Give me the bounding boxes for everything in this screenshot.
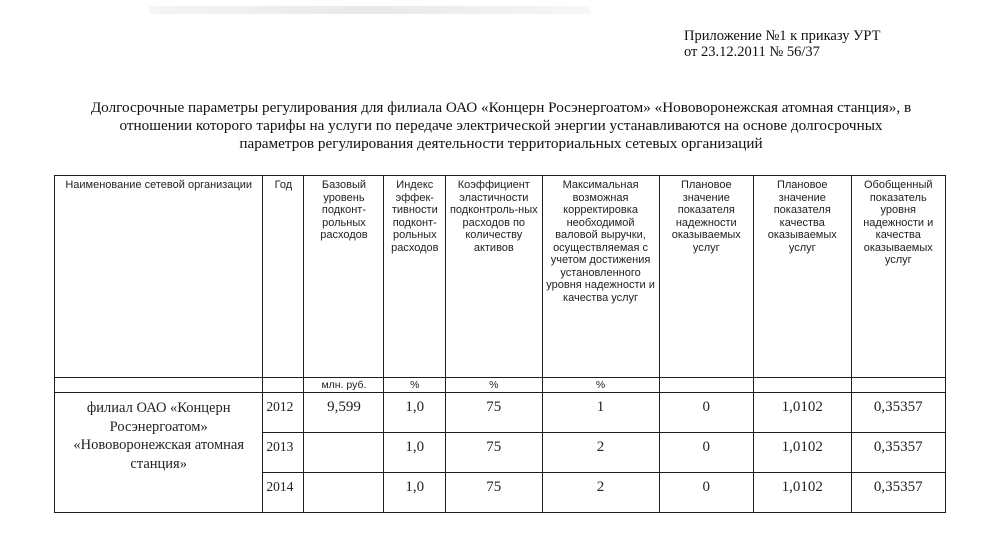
reliability-cell: 0 [659, 433, 753, 473]
quality-cell: 1,0102 [754, 473, 852, 513]
unit-cell: млн. руб. [304, 378, 384, 393]
year-cell: 2014 [263, 473, 304, 513]
correction-cell: 1 [542, 393, 659, 433]
reliability-cell: 0 [659, 473, 753, 513]
unit-cell [851, 378, 945, 393]
reliability-cell: 0 [659, 393, 753, 433]
title-line-3: параметров регулирования деятельности территориальных сетевых организаций [239, 135, 763, 152]
efficiency-index-cell: 1,0 [384, 473, 446, 513]
header-general-indicator: Обобщенный показатель уровня надежности и качества оказываемых услуг [851, 176, 945, 378]
year-cell: 2013 [263, 433, 304, 473]
efficiency-index-cell: 1,0 [384, 433, 446, 473]
elasticity-cell: 75 [446, 433, 542, 473]
elasticity-cell: 75 [446, 473, 542, 513]
quality-cell: 1,0102 [754, 433, 852, 473]
header-efficiency-index: Индекс эффек-тивности подконт-рольных расходов [384, 176, 446, 378]
unit-cell: % [384, 378, 446, 393]
appendix-line-2: от 23.12.2011 № 56/37 [684, 44, 820, 60]
header-organization: Наименование сетевой организации [55, 176, 263, 378]
header-max-correction: Максимальная возможная корректировка необходимой валовой выручки, осуществляемая с учетом достижения установленного уровня надежности и качества услуг [542, 176, 659, 378]
title-line-1: Долгосрочные параметры регулирования для филиала ОАО «Концерн Росэнергоатом» «Нововоронежская атомная станция», в [90, 99, 912, 116]
base-level-cell [304, 433, 384, 473]
year-cell: 2012 [263, 393, 304, 433]
appendix-line-1: Приложение №1 к приказу УРТ [684, 28, 881, 44]
header-year: Год [263, 176, 304, 378]
appendix-reference [684, 28, 881, 60]
table-row [55, 393, 946, 433]
efficiency-index-cell: 1,0 [384, 393, 446, 433]
correction-cell: 2 [542, 433, 659, 473]
correction-cell: 2 [542, 473, 659, 513]
document-title [20, 99, 982, 153]
title-line-2: отношении которого тарифы на услуги по передаче электрической энергии устанавливаются на основе долгосрочных [119, 117, 883, 134]
elasticity-cell: 75 [446, 393, 542, 433]
unit-cell: % [542, 378, 659, 393]
unit-cell [263, 378, 304, 393]
header-elasticity: Коэффициент эластичности подконтроль-ных расходов по количеству активов [446, 176, 542, 378]
header-reliability: Плановое значение показателя надежности оказываемых услуг [659, 176, 753, 378]
unit-cell [55, 378, 263, 393]
table-header-row [55, 176, 946, 378]
base-level-cell [304, 473, 384, 513]
organization-name: филиал ОАО «Концерн Росэнергоатом» «Нововоронежская атомная станция» [55, 393, 263, 513]
unit-cell [659, 378, 753, 393]
unit-cell [754, 378, 852, 393]
unit-cell: % [446, 378, 542, 393]
general-indicator-cell: 0,35357 [851, 473, 945, 513]
scan-artifact [150, 6, 590, 14]
header-base-level: Базовый уровень подконт-рольных расходов [304, 176, 384, 378]
general-indicator-cell: 0,35357 [851, 433, 945, 473]
general-indicator-cell: 0,35357 [851, 393, 945, 433]
quality-cell: 1,0102 [754, 393, 852, 433]
parameters-table [54, 175, 946, 513]
base-level-cell: 9,599 [304, 393, 384, 433]
header-quality: Плановое значение показателя качества оказываемых услуг [754, 176, 852, 378]
units-row [55, 378, 946, 393]
